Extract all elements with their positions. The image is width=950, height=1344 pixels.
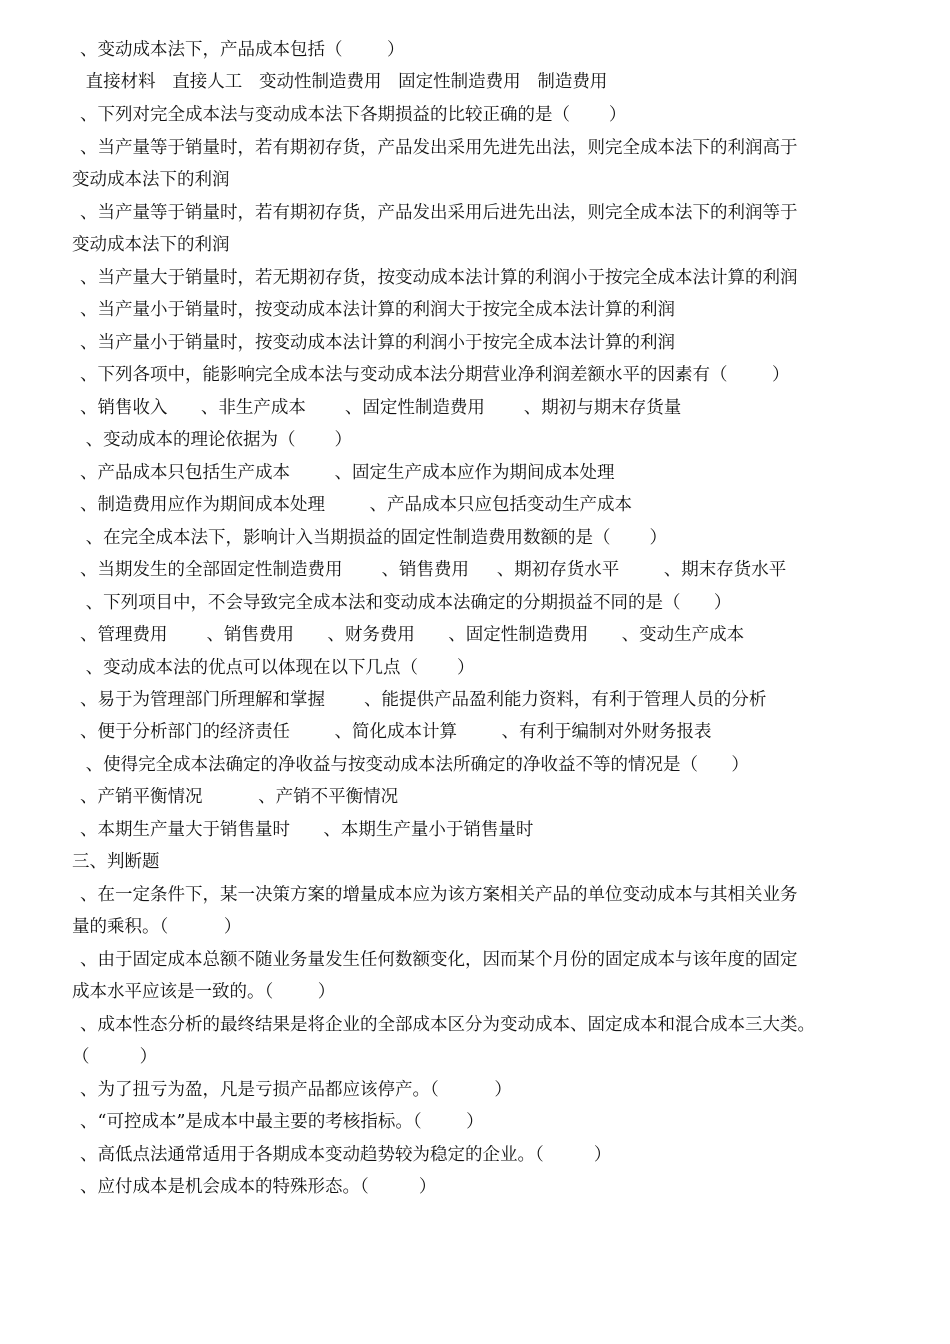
text-line: 直接材料 直接人工 变动性制造费用 固定性制造费用 制造费用 xyxy=(80,72,608,92)
text-line: 、当期发生的全部固定性制造费用 、销售费用 、期初存货水平 、期末存货水平 xyxy=(80,560,787,580)
text-line: 、当产量小于销量时，按变动成本法计算的利润小于按完全成本法计算的利润 xyxy=(80,333,675,353)
text-line: 、管理费用 、销售费用 、财务费用 、固定性制造费用 、变动生产成本 xyxy=(80,625,745,645)
text-line: 、本期生产量大于销售量时 、本期生产量小于销售量时 xyxy=(80,820,534,840)
text-line: 、当产量大于销量时，若无期初存货，按变动成本法计算的利润小于按完全成本法计算的利润 xyxy=(80,268,798,288)
text-line: 、当产量等于销量时，若有期初存货，产品发出采用后进先出法，则完全成本法下的利润等于 xyxy=(80,203,798,223)
text-line: 、“可控成本”是成本中最主要的考核指标。（ ） xyxy=(80,1112,484,1132)
text-line: 、在完全成本法下，影响计入当期损益的固定性制造费用数额的是（ ） xyxy=(80,528,667,548)
text-line: 、应付成本是机会成本的特殊形态。（ ） xyxy=(80,1177,437,1197)
text-line: 变动成本法下的利润 xyxy=(72,235,230,255)
text-line: 、便于分析部门的经济责任 、简化成本计算 、有利于编制对外财务报表 xyxy=(80,722,712,742)
text-line: 、当产量小于销量时，按变动成本法计算的利润大于按完全成本法计算的利润 xyxy=(80,300,675,320)
text-line: 成本水平应该是一致的。（ ） xyxy=(72,982,336,1002)
text-line: 、易于为管理部门所理解和掌握 、能提供产品盈利能力资料，有利于管理人员的分析 xyxy=(80,690,767,710)
text-line: 、成本性态分析的最终结果是将企业的全部成本区分为变动成本、固定成本和混合成本三大类。 xyxy=(80,1015,815,1035)
text-line: 、下列各项中，能影响完全成本法与变动成本法分期营业净利润差额水平的因素有（ ） xyxy=(80,365,790,385)
text-line: 、变动成本法的优点可以体现在以下几点（ ） xyxy=(80,658,475,678)
text-line: 、下列对完全成本法与变动成本法下各期损益的比较正确的是（ ） xyxy=(80,105,627,125)
text-line: 、制造费用应作为期间成本处理 、产品成本只应包括变动生产成本 xyxy=(80,495,632,515)
text-line: 、高低点法通常适用于各期成本变动趋势较为稳定的企业。（ ） xyxy=(80,1145,612,1165)
section-heading: 三、判断题 xyxy=(72,852,160,872)
text-line: 、由于固定成本总额不随业务量发生任何数额变化，因而某个月份的固定成本与该年度的固定 xyxy=(80,950,798,970)
text-line: 、销售收入 、非生产成本 、固定性制造费用 、期初与期末存货量 xyxy=(80,398,682,418)
text-line: 、为了扭亏为盈，凡是亏损产品都应该停产。（ ） xyxy=(80,1080,512,1100)
text-line: 、在一定条件下，某一决策方案的增量成本应为该方案相关产品的单位变动成本与其相关业务 xyxy=(80,885,798,905)
text-line: 变动成本法下的利润 xyxy=(72,170,230,190)
text-line: 、使得完全成本法确定的净收益与按变动成本法所确定的净收益不等的情况是（ ） xyxy=(80,755,749,775)
text-line: 、变动成本法下，产品成本包括（ ） xyxy=(80,40,405,60)
text-line: 、变动成本的理论依据为（ ） xyxy=(80,430,353,450)
text-line: 、当产量等于销量时，若有期初存货，产品发出采用先进先出法，则完全成本法下的利润高于 xyxy=(80,138,798,158)
text-line: （ ） xyxy=(72,1047,158,1067)
text-line: 、下列项目中，不会导致完全成本法和变动成本法确定的分期损益不同的是（ ） xyxy=(80,593,732,613)
text-line: 、产品成本只包括生产成本 、固定生产成本应作为期间成本处理 xyxy=(80,463,615,483)
text-line: 量的乘积。（ ） xyxy=(72,917,242,937)
text-line: 、产销平衡情况 、产销不平衡情况 xyxy=(80,787,399,807)
